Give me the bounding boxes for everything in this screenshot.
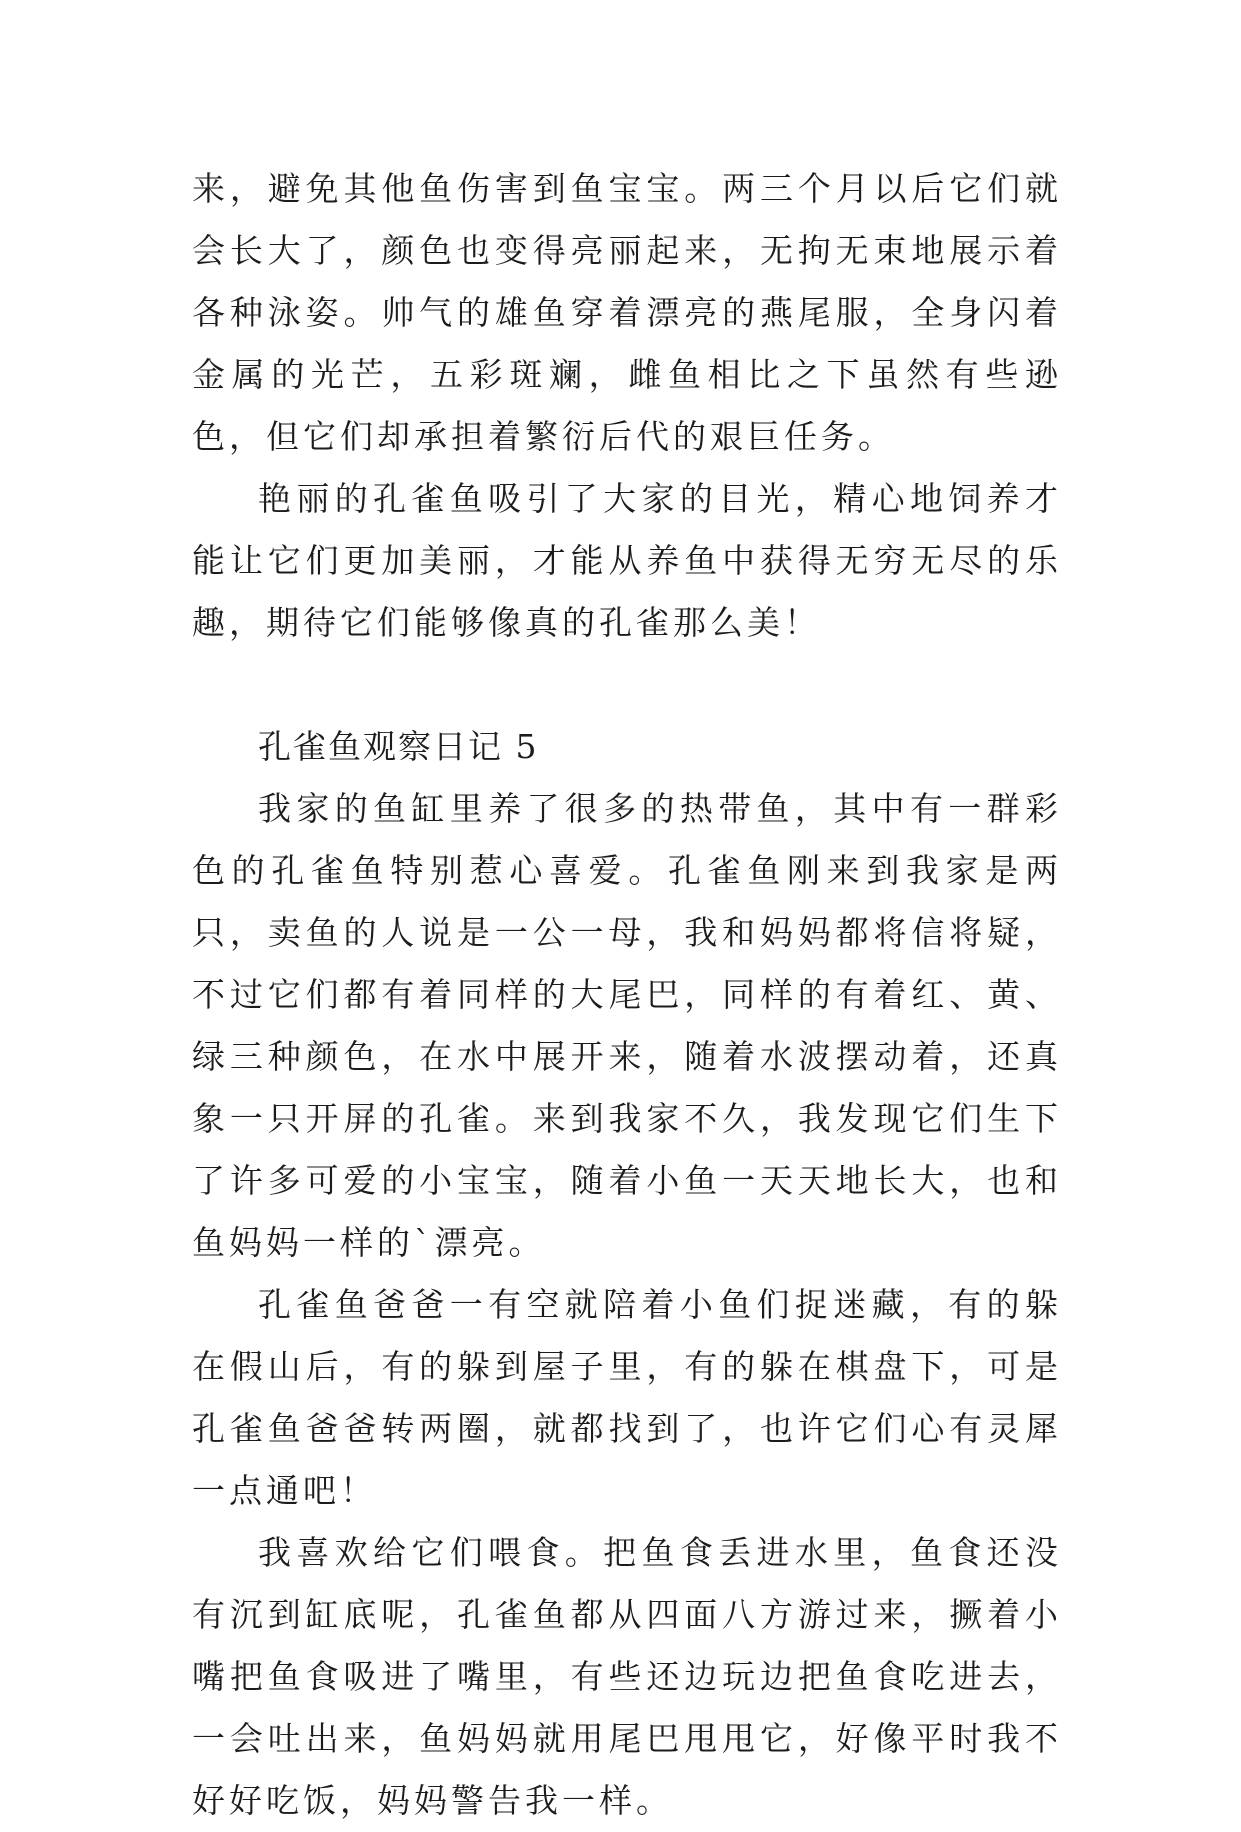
- paragraph: 孔雀鱼爸爸一有空就陪着小鱼们捉迷藏，有的躲在假山后，有的躲到屋子里，有的躲在棋盘下，可是孔雀鱼爸爸转两圈，就都找到了，也许它们心有灵犀一点通吧！: [192, 1285, 1062, 1510]
- section-title: 孔雀鱼观察日记 5: [258, 727, 539, 766]
- paragraph: 我喜欢给它们喂食。把鱼食丢进水里，鱼食还没有沉到缸底呢，孔雀鱼都从四面八方游过来，撅着小嘴把鱼食吸进了嘴里，有些还边玩边把鱼食吃进去，一会吐出来，鱼妈妈就用尾巴甩甩它，好像平时我不好好吃饭，妈妈警告我一样。: [192, 1533, 1062, 1820]
- document-body: [192, 158, 1062, 1832]
- section-spacer: [192, 654, 1062, 716]
- paragraph: 我家的鱼缸里养了很多的热带鱼，其中有一群彩色的孔雀鱼特别惹心喜爱。孔雀鱼刚来到我家是两只，卖鱼的人说是一公一母，我和妈妈都将信将疑，不过它们都有着同样的大尾巴，同样的有着红、黄、绿三种颜色，在水中展开来，随着水波摆动着，还真象一只开屏的孔雀。来到我家不久，我发现它们生下了许多可爱的小宝宝，随着小鱼一天天地长大，也和鱼妈妈一样的`漂亮。: [192, 789, 1062, 1262]
- paragraph-continued: 来，避免其他鱼伤害到鱼宝宝。两三个月以后它们就会长大了，颜色也变得亮丽起来，无拘无束地展示着各种泳姿。帅气的雄鱼穿着漂亮的燕尾服，全身闪着金属的光芒，五彩斑斓，雌鱼相比之下虽然有些逊色，但它们却承担着繁衍后代的艰巨任务。: [192, 169, 1062, 456]
- paragraph: 艳丽的孔雀鱼吸引了大家的目光，精心地饲养才能让它们更加美丽，才能从养鱼中获得无穷无尽的乐趣，期待它们能够像真的孔雀那么美！: [192, 479, 1062, 642]
